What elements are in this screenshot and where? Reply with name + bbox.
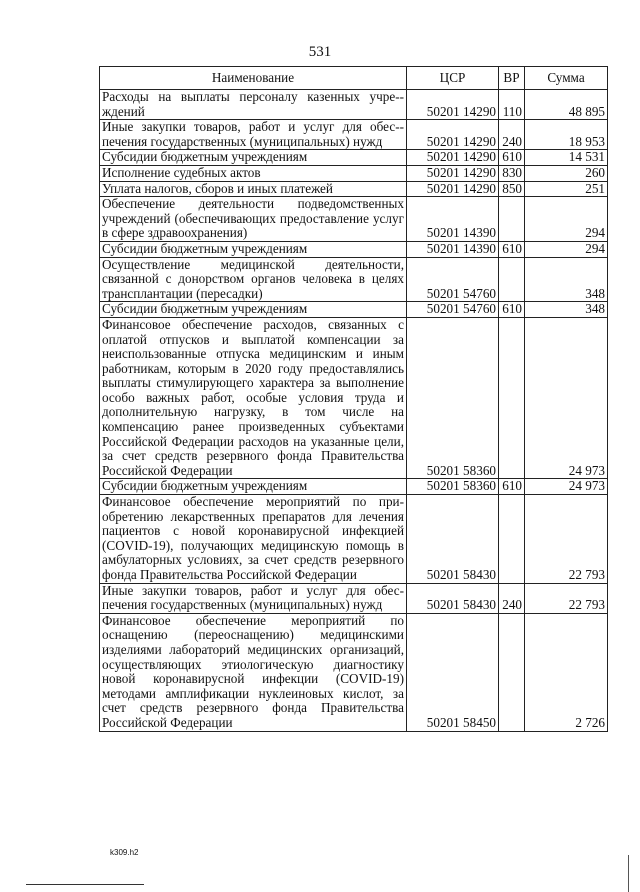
row-csr-code: 50201 14290 xyxy=(407,181,499,197)
row-name: Финансовое обеспечение мероприятий по оснащению (переоснащению) медицинскими изделиями лабораторий медицинских организаций, осуществляющих этиологическую диагностику новой коронавирусной инфекции (COVID-19) методами амплификации нуклеиновых кислот, за счет средств резервного фонда Правительства Российской Федерации xyxy=(100,613,407,731)
table-row xyxy=(100,120,608,150)
row-sum: 14 531 xyxy=(525,150,608,166)
table-row xyxy=(100,181,608,197)
row-name: Обеспечение деятельности подведомственных учреждений (обеспечивающих предоставление услуг в сфере здравоохранения) xyxy=(100,197,407,242)
row-sum: 18 953 xyxy=(525,120,608,150)
row-csr-code: 50201 14290 xyxy=(407,120,499,150)
row-name: Финансовое обеспечение расходов, связанных с оплатой отпусков и выплатой компенсации за неиспользованные отпуска медицинским и иным работникам, которым в 2020 году предоставлялись выплаты стимулирующего характера за выполнение особо важных работ, особые условия труда и дополнительную нагрузку, в том числе на компенсацию ранее произведенных субъектами Российской Федерации расходов на указанные цели, за счет средств резервного фонда Правительства Российской Федерации xyxy=(100,317,407,479)
row-vr-code: 610 xyxy=(499,479,525,495)
table-row xyxy=(100,241,608,257)
table-row xyxy=(100,302,608,318)
row-vr-code: 110 xyxy=(499,90,525,120)
row-csr-code: 50201 58430 xyxy=(407,495,499,584)
header-vr: ВР xyxy=(499,67,525,90)
header-sum: Сумма xyxy=(525,67,608,90)
table-row xyxy=(100,197,608,242)
row-vr-code xyxy=(499,197,525,242)
row-vr-code xyxy=(499,257,525,302)
row-sum: 294 xyxy=(525,241,608,257)
row-name: Субсидии бюджетным учреждениям xyxy=(100,241,407,257)
row-vr-code xyxy=(499,317,525,479)
row-name: Расходы на выплаты персоналу казенных учре-ждений xyxy=(100,90,407,120)
row-csr-code: 50201 14390 xyxy=(407,197,499,242)
row-sum: 22 793 xyxy=(525,495,608,584)
table-row xyxy=(100,317,608,479)
table-row xyxy=(100,90,608,120)
header-csr: ЦСР xyxy=(407,67,499,90)
table-row xyxy=(100,583,608,613)
row-vr-code: 240 xyxy=(499,583,525,613)
table-row xyxy=(100,257,608,302)
row-sum: 348 xyxy=(525,302,608,318)
table-row xyxy=(100,150,608,166)
row-sum: 22 793 xyxy=(525,583,608,613)
row-sum: 260 xyxy=(525,165,608,181)
row-vr-code: 610 xyxy=(499,150,525,166)
bottom-rule xyxy=(26,884,144,885)
row-vr-code xyxy=(499,613,525,731)
row-vr-code: 240 xyxy=(499,120,525,150)
row-vr-code: 610 xyxy=(499,241,525,257)
header-name: Наименование xyxy=(100,67,407,90)
row-csr-code: 50201 14290 xyxy=(407,90,499,120)
table-row xyxy=(100,613,608,731)
row-name: Финансовое обеспечение мероприятий по приобретению лекарственных препаратов для лечения пациентов с новой коронавирусной инфекцией (COVID-19), получающих медицинскую помощь в амбулаторных условиях, за счет средств резервного фонда Правительства Российской Федерации xyxy=(100,495,407,584)
table-body xyxy=(100,90,608,732)
row-name: Субсидии бюджетным учреждениям xyxy=(100,150,407,166)
row-sum: 48 895 xyxy=(525,90,608,120)
row-csr-code: 50201 58360 xyxy=(407,317,499,479)
row-csr-code: 50201 14390 xyxy=(407,241,499,257)
row-vr-code: 610 xyxy=(499,302,525,318)
table-header-row xyxy=(100,67,608,90)
table-row xyxy=(100,165,608,181)
row-vr-code: 830 xyxy=(499,165,525,181)
row-name: Уплата налогов, сборов и иных платежей xyxy=(100,181,407,197)
row-vr-code xyxy=(499,495,525,584)
row-sum: 2 726 xyxy=(525,613,608,731)
budget-table xyxy=(99,66,608,732)
footer-code: k309.h2 xyxy=(110,848,139,857)
row-name: Иные закупки товаров, работ и услуг для обеспечения государственных (муниципальных) нужд xyxy=(100,583,407,613)
table-row xyxy=(100,495,608,584)
row-csr-code: 50201 58450 xyxy=(407,613,499,731)
margin-line xyxy=(628,855,629,892)
row-csr-code: 50201 14290 xyxy=(407,150,499,166)
row-csr-code: 50201 58430 xyxy=(407,583,499,613)
row-name: Исполнение судебных актов xyxy=(100,165,407,181)
row-csr-code: 50201 58360 xyxy=(407,479,499,495)
table-row xyxy=(100,479,608,495)
row-vr-code: 850 xyxy=(499,181,525,197)
row-name: Иные закупки товаров, работ и услуг для обес-печения государственных (муниципальных) нужд xyxy=(100,120,407,150)
row-name: Субсидии бюджетным учреждениям xyxy=(100,302,407,318)
row-name: Осуществление медицинской деятельности, связанной с донорством органов человека в целях трансплантации (пересадки) xyxy=(100,257,407,302)
row-sum: 294 xyxy=(525,197,608,242)
row-csr-code: 50201 54760 xyxy=(407,257,499,302)
row-sum: 24 973 xyxy=(525,317,608,479)
page-number: 531 xyxy=(308,44,332,60)
row-sum: 24 973 xyxy=(525,479,608,495)
row-sum: 348 xyxy=(525,257,608,302)
row-csr-code: 50201 54760 xyxy=(407,302,499,318)
row-sum: 251 xyxy=(525,181,608,197)
row-name: Субсидии бюджетным учреждениям xyxy=(100,479,407,495)
row-csr-code: 50201 14290 xyxy=(407,165,499,181)
